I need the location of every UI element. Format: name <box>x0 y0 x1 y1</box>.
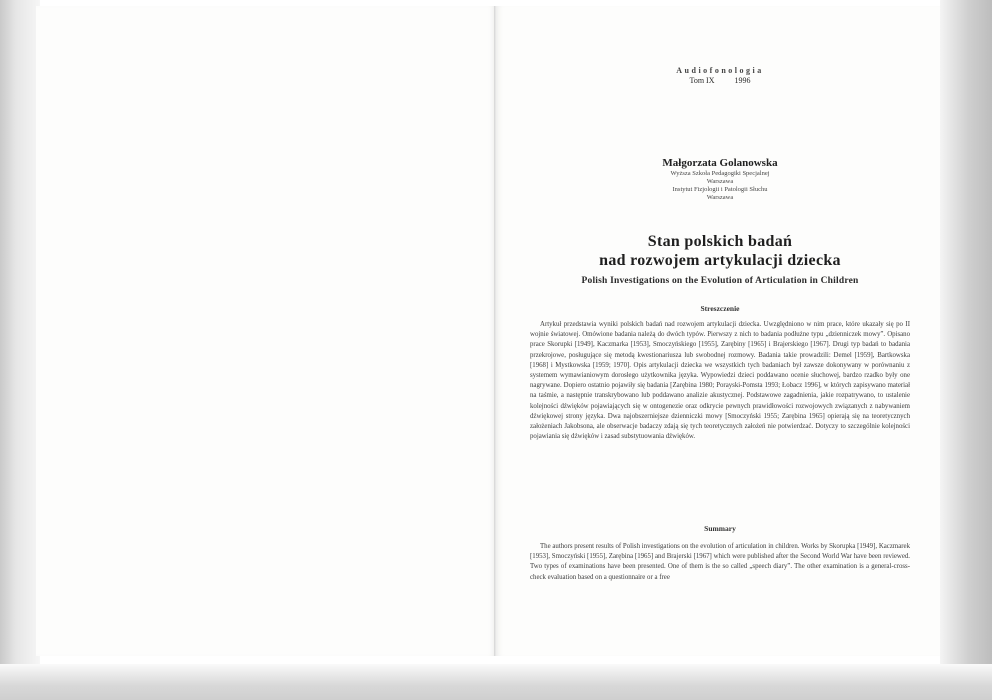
streszczenie-body <box>530 320 910 442</box>
affiliation-line: Warszawa <box>706 194 734 201</box>
scan-edge-bottom <box>0 664 992 700</box>
affiliation-line: Instytut Fizjologii i Patologii Słuchu <box>672 186 768 193</box>
journal-header <box>530 66 910 86</box>
journal-volume: Tom IX <box>689 76 715 85</box>
english-title: Polish Investigations on the Evolution of Articulation in Children <box>581 276 859 286</box>
summary-paragraph: The authors present results of Polish investigations on the evolution of articulation in children. Works by Skorupka [1949], Kaczmarek [1953], Smoczyński [1955], Zarębina [1965] and Brajerski [1967] which were published after the Second World War have been reviewed. Two types of examinations have been presented. One of them is the so called „speech diary”. The other examination is a general-cross-check evaluation based on a questionnaire or a free <box>530 543 910 581</box>
article-page <box>496 6 940 656</box>
blank-left-page <box>36 6 496 656</box>
article-title-line-1: Stan polskich badań <box>647 233 793 250</box>
summary-body <box>530 542 910 583</box>
affiliation-line: Warszawa <box>706 178 734 185</box>
summary-heading: Summary <box>704 524 736 533</box>
title-block <box>530 232 910 288</box>
affiliation-line: Wyższa Szkoła Pedagogiki Specjalnej <box>670 170 770 177</box>
streszczenie-paragraph: Artykuł przedstawia wyniki polskich badań nad rozwojem artykulacji dziecka. Uwzględniono w nim prace, które ukazały się po II wojnie światowej. Omówione badania należą do dwóch typów. Pierwszy z nich to badania podłużne typu „dzienniczek mowy”. Opisano prace Skorupki [1949], Kaczmarka [1953], Smoczyńskiego [1955], Zarębiny [1965] i Brajerskiego [1967]. Drugi typ badań to badania przekrojowe, posługujące się metodą kwestionariusza lub swobodnej rozmowy. Badania takie prowadzili: Demel [1959], Bartkowska [1968] i Mystkowska [1959; 1970]. Opis artykulacji dziecka we wszystkich tych badaniach był zawsze dokonywany w porównaniu z systemem wymawianiowym dorosłego użytkownika języka. Wypowiedzi dzieci poddawano ocenie słuchowej, bardzo rzadko były one nagrywane. Dopiero ostatnio pojawiły się badania [Zarębina 1980; Porayski-Pomsta 1993; Łobacz 1996], w których zapisywano materiał na taśmie, a następnie transkrybowano lub poddawano analizie akustycznej. Podstawowe zagadnienia, jakie rozpatrywano, to ustalenie kolejności dźwięków pojawiających się w ontogenezie oraz odkrycie pewnych prawidłowości rozwojowych związanych z nabywaniem dźwiękowej strony języka. Dwa najobszerniejsze dzienniczki mowy [Smoczyński 1955; Zarębina 1965] opierają się na teoretycznych założeniach Jakobsona, ale obserwacje badaczy zdają się tych teoretycznych założeń nie potwierdzać. Dotyczy to szczególnie kolejności pojawiania się dźwięków i zasad substytuowania dźwięków. <box>530 321 910 441</box>
author-block <box>530 156 910 202</box>
journal-name: Audiofonologia <box>676 66 764 75</box>
scan-edge-right <box>940 0 992 700</box>
streszczenie-heading: Streszczenie <box>700 304 740 313</box>
journal-year: 1996 <box>734 76 751 85</box>
scan-shadow-left <box>0 0 40 700</box>
author-name: Małgorzata Golanowska <box>662 157 778 169</box>
article-title-line-2: nad rozwojem artykulacji dziecka <box>599 252 841 269</box>
journal-volume-line <box>530 76 910 86</box>
